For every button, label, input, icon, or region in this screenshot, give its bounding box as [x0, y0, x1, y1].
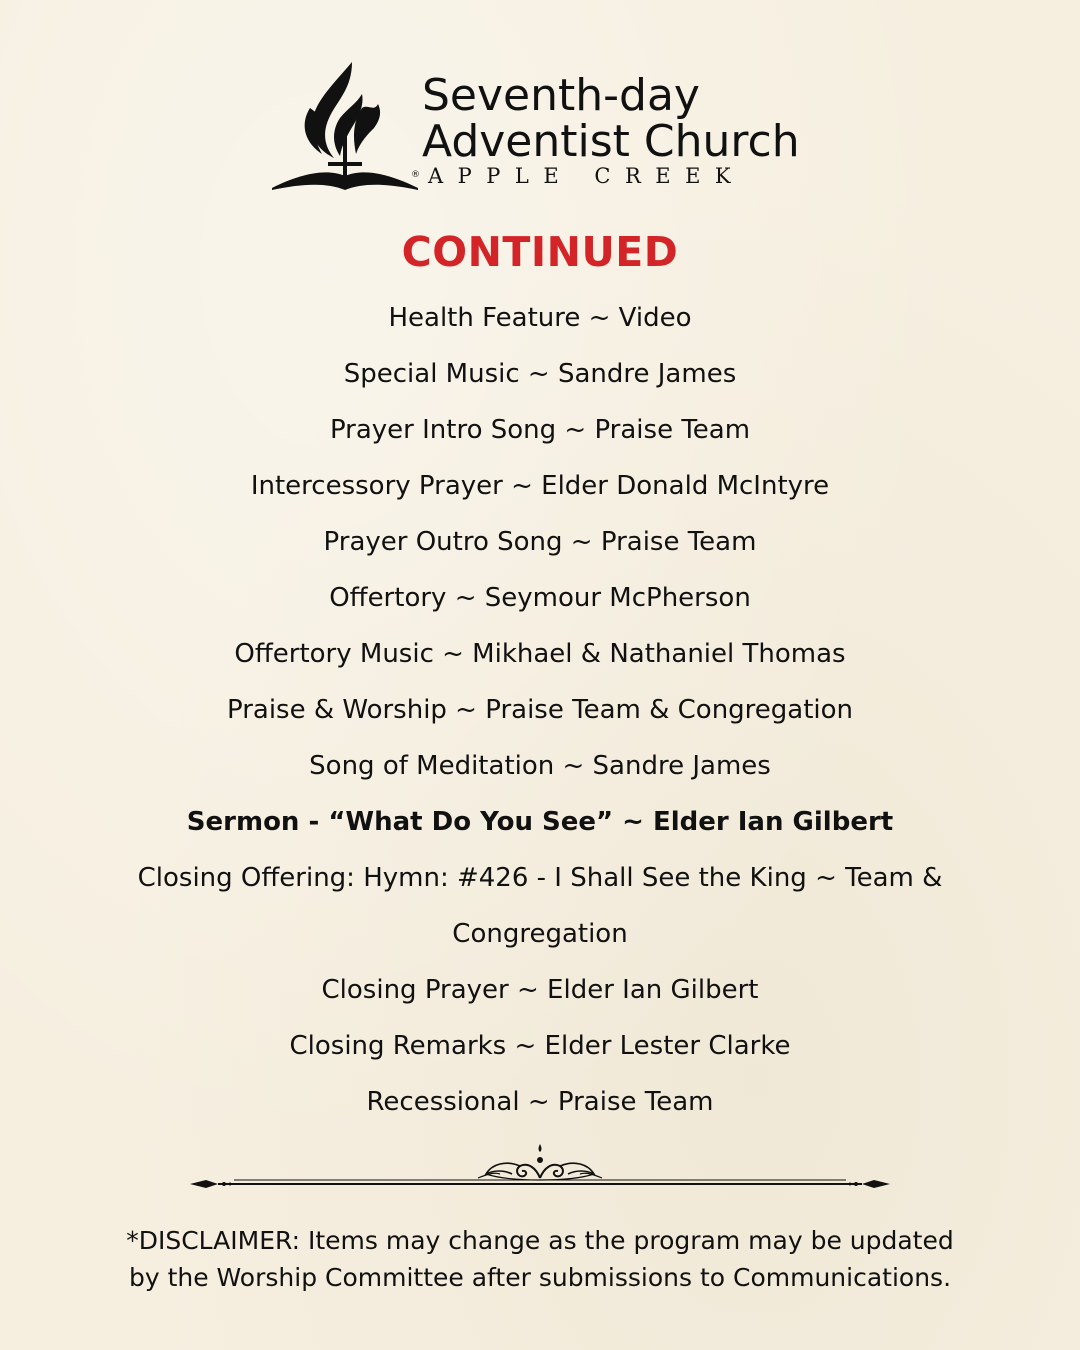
program-item: Praise & Worship ~ Praise Team & Congregation: [226, 695, 854, 725]
ornamental-divider-icon: [188, 1138, 892, 1194]
program-item: Closing Offering: Hymn: #426 - I Shall See the King ~ Team &: [137, 863, 943, 893]
program-item: Closing Remarks ~ Elder Lester Clarke: [289, 1031, 791, 1061]
registered-mark-icon: ®: [411, 170, 420, 180]
program-item: Special Music ~ Sandre James: [343, 359, 737, 389]
logo-line-adventist-church: Adventist Church: [422, 116, 800, 167]
program-item: Health Feature ~ Video: [388, 303, 692, 333]
program-item-sermon: Sermon - “What Do You See” ~ Elder Ian Gilbert: [186, 807, 894, 837]
program-item: Offertory Music ~ Mikhael & Nathaniel Thomas: [234, 639, 846, 669]
logo-subtitle: APPLE CREEK: [428, 164, 746, 188]
program-item: Song of Meditation ~ Sandre James: [309, 751, 771, 781]
flame-book-icon: [270, 58, 420, 193]
program-item: Recessional ~ Praise Team: [366, 1087, 714, 1117]
page-title: CONTINUED: [401, 228, 679, 276]
program-item: Prayer Intro Song ~ Praise Team: [329, 415, 751, 445]
program-item: Closing Prayer ~ Elder Ian Gilbert: [321, 975, 759, 1005]
logo-line-seventh-day: Seventh-day: [422, 70, 700, 121]
disclaimer: [60, 1222, 1020, 1296]
disclaimer-line: by the Worship Committee after submissions to Communications.: [128, 1263, 952, 1292]
church-logo: [270, 58, 800, 198]
program-list: [80, 290, 1000, 1130]
program-item: Offertory ~ Seymour McPherson: [329, 583, 751, 613]
disclaimer-line: *DISCLAIMER: Items may change as the program may be updated: [126, 1226, 954, 1255]
program-item: Intercessory Prayer ~ Elder Donald McIntyre: [250, 471, 830, 501]
program-item: Prayer Outro Song ~ Praise Team: [323, 527, 757, 557]
program-item: Congregation: [452, 919, 628, 949]
